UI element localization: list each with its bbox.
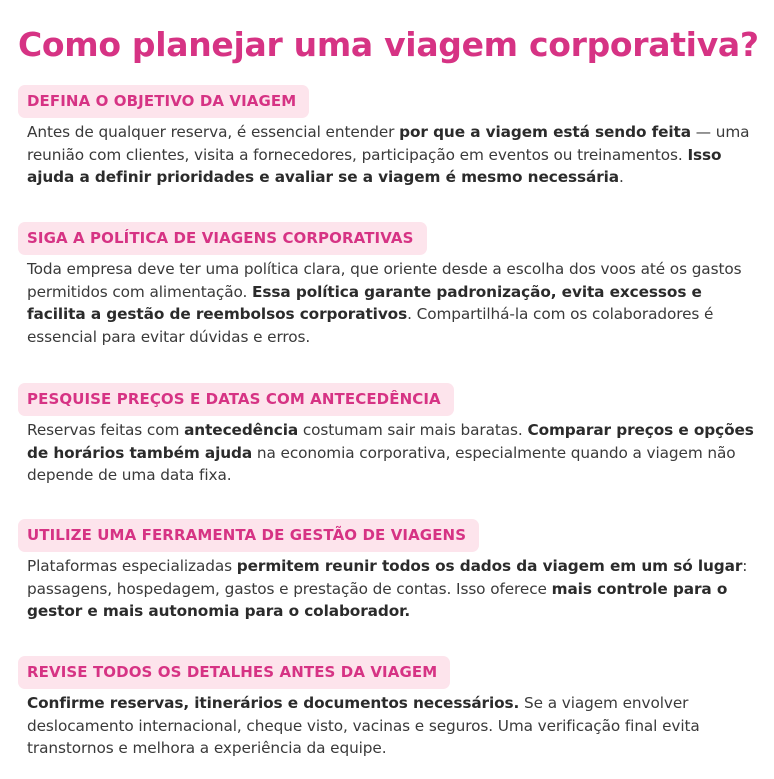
body-text: . Compartilhá-la com os colaboradores é essencial para evitar dúvidas e erros. [27, 305, 714, 346]
body-text-bold: Isso ajuda a definir prioridades e avaliar se a viagem é mesmo necessária [27, 145, 722, 186]
section-ferramenta [18, 519, 758, 623]
section-body [27, 692, 759, 760]
body-text-bold: permitem reunir todos os dados da viagem em um só lugar [236, 557, 743, 575]
body-text-bold: Confirme reservas, itinerários e documentos necessários. [27, 694, 520, 712]
body-text: costumam sair mais baratas. [298, 421, 528, 439]
body-text: Antes de qualquer reserva, é essencial entender [27, 123, 400, 141]
page-title: Como planejar uma viagem corporativa? [18, 25, 759, 64]
section-heading: UTILIZE UMA FERRAMENTA DE GESTÃO DE VIAGENS [18, 519, 479, 552]
body-text: Se a viagem envolver deslocamento internacional, cheque visto, vacinas e seguros. Uma verificação final evita transtornos e melhora a experiência da equipe. [27, 694, 700, 757]
body-text: . [619, 168, 624, 186]
body-text: : passagens, hospedagem, gastos e prestação de contas. Isso oferece [27, 557, 748, 598]
body-text-bold: por que a viagem está sendo feita [399, 123, 691, 141]
section-body [27, 121, 759, 189]
body-text: Plataformas especializadas [27, 557, 237, 575]
body-text: Toda empresa deve ter uma política clara, que oriente desde a escolha dos voos até os gastos permitidos com alimentação. [27, 260, 742, 301]
section-body [27, 419, 759, 487]
section-objetivo [18, 85, 758, 189]
body-text-bold: Comparar preços e opções de horários também ajuda [27, 421, 754, 462]
section-heading: PESQUISE PREÇOS E DATAS COM ANTECEDÊNCIA [18, 383, 454, 416]
body-text: na economia corporativa, especialmente quando a viagem não depende de uma data fixa. [27, 443, 736, 484]
body-text: — uma reunião com clientes, visita a fornecedores, participação em eventos ou treinamentos. [27, 123, 750, 164]
section-revise [18, 656, 758, 760]
section-politica [18, 222, 758, 348]
body-text: Reservas feitas com [27, 421, 185, 439]
section-heading: DEFINA O OBJETIVO DA VIAGEM [18, 85, 309, 118]
section-precos [18, 383, 758, 487]
section-body [27, 258, 759, 348]
body-text-bold: Essa política garante padronização, evita excessos e facilita a gestão de reembolsos corporativos [27, 282, 702, 323]
body-text-bold: mais controle para o gestor e mais autonomia para o colaborador. [27, 579, 728, 620]
section-body [27, 555, 759, 623]
section-heading: REVISE TODOS OS DETALHES ANTES DA VIAGEM [18, 656, 450, 689]
body-text-bold: antecedência [184, 421, 299, 439]
section-heading: SIGA A POLÍTICA DE VIAGENS CORPORATIVAS [18, 222, 427, 255]
